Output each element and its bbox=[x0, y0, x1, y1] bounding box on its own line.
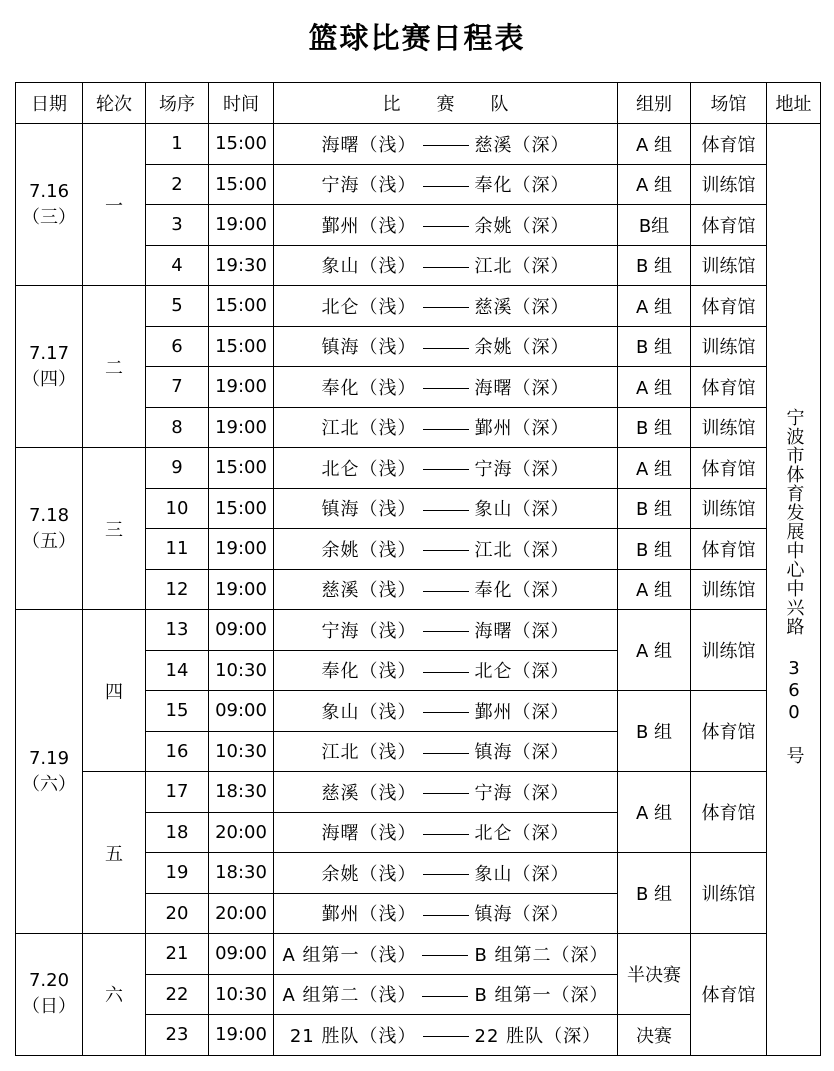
match-venue: 训练馆 bbox=[691, 245, 767, 286]
header-row bbox=[16, 83, 821, 124]
round-cell: 二 bbox=[83, 286, 146, 448]
venue-cell: 训练馆 bbox=[691, 610, 767, 691]
match-teams: 余姚（浅） 江北（深） bbox=[274, 529, 618, 570]
match-time: 15:00 bbox=[209, 164, 274, 205]
header-order: 场序 bbox=[146, 83, 209, 124]
header-match: 比 赛 队 bbox=[274, 83, 618, 124]
match-teams: 奉化（浅） 海曙（深） bbox=[274, 367, 618, 408]
match-venue: 训练馆 bbox=[691, 326, 767, 367]
group-cell: A 组 bbox=[618, 610, 691, 691]
match-order: 12 bbox=[146, 569, 209, 610]
match-order: 11 bbox=[146, 529, 209, 570]
date-cell: 7.17 （四） bbox=[16, 286, 83, 448]
match-venue: 体育馆 bbox=[691, 448, 767, 489]
match-order: 23 bbox=[146, 1015, 209, 1056]
table-row bbox=[16, 934, 821, 975]
match-group: B 组 bbox=[618, 407, 691, 448]
match-time: 10:30 bbox=[209, 974, 274, 1015]
match-time: 19:00 bbox=[209, 367, 274, 408]
match-order: 4 bbox=[146, 245, 209, 286]
match-order: 14 bbox=[146, 650, 209, 691]
match-order: 9 bbox=[146, 448, 209, 489]
match-time: 15:00 bbox=[209, 448, 274, 489]
match-teams: 镇海（浅） 象山（深） bbox=[274, 488, 618, 529]
match-time: 19:00 bbox=[209, 1015, 274, 1056]
match-teams: 奉化（浅） 北仑（深） bbox=[274, 650, 618, 691]
match-teams: 象山（浅） 江北（深） bbox=[274, 245, 618, 286]
match-teams: 镇海（浅） 余姚（深） bbox=[274, 326, 618, 367]
date-cell: 7.19 （六） bbox=[16, 610, 83, 934]
match-order: 7 bbox=[146, 367, 209, 408]
match-order: 20 bbox=[146, 893, 209, 934]
match-venue: 体育馆 bbox=[691, 124, 767, 165]
table-row bbox=[16, 448, 821, 489]
match-order: 13 bbox=[146, 610, 209, 651]
match-group: A 组 bbox=[618, 164, 691, 205]
match-time: 09:00 bbox=[209, 691, 274, 732]
match-teams: 宁海（浅） 奉化（深） bbox=[274, 164, 618, 205]
round-cell: 三 bbox=[83, 448, 146, 610]
address-cell: 宁波市体育发展中心中兴路 360 号 bbox=[767, 124, 821, 1056]
match-group: B组 bbox=[618, 205, 691, 246]
match-venue: 训练馆 bbox=[691, 488, 767, 529]
match-teams: 海曙（浅） 慈溪（深） bbox=[274, 124, 618, 165]
date-cell: 7.20 （日） bbox=[16, 934, 83, 1056]
match-time: 19:00 bbox=[209, 205, 274, 246]
venue-cell: 训练馆 bbox=[691, 853, 767, 934]
round-cell: 五 bbox=[83, 772, 146, 934]
match-venue: 训练馆 bbox=[691, 407, 767, 448]
stage-cell: 半决赛 bbox=[618, 934, 691, 1015]
match-group: B 组 bbox=[618, 488, 691, 529]
match-order: 21 bbox=[146, 934, 209, 975]
match-time: 19:30 bbox=[209, 245, 274, 286]
match-teams: 21 胜队（浅） 22 胜队（深） bbox=[274, 1015, 618, 1056]
match-order: 16 bbox=[146, 731, 209, 772]
match-teams: 北仑（浅） 宁海（深） bbox=[274, 448, 618, 489]
match-group: B 组 bbox=[618, 245, 691, 286]
match-order: 6 bbox=[146, 326, 209, 367]
group-cell: B 组 bbox=[618, 691, 691, 772]
match-teams: 鄞州（浅） 余姚（深） bbox=[274, 205, 618, 246]
match-order: 22 bbox=[146, 974, 209, 1015]
match-venue: 训练馆 bbox=[691, 569, 767, 610]
match-time: 15:00 bbox=[209, 488, 274, 529]
match-group: B 组 bbox=[618, 326, 691, 367]
match-time: 09:00 bbox=[209, 610, 274, 651]
table-row bbox=[16, 772, 821, 813]
match-group: A 组 bbox=[618, 286, 691, 327]
date-cell: 7.18 （五） bbox=[16, 448, 83, 610]
match-order: 18 bbox=[146, 812, 209, 853]
table-row bbox=[16, 610, 821, 651]
venue-cell: 体育馆 bbox=[691, 772, 767, 853]
match-teams: 鄞州（浅） 镇海（深） bbox=[274, 893, 618, 934]
match-time: 15:00 bbox=[209, 326, 274, 367]
header-date: 日期 bbox=[16, 83, 83, 124]
match-time: 15:00 bbox=[209, 124, 274, 165]
header-round: 轮次 bbox=[83, 83, 146, 124]
match-venue: 体育馆 bbox=[691, 367, 767, 408]
date-cell: 7.16 （三） bbox=[16, 124, 83, 286]
match-order: 8 bbox=[146, 407, 209, 448]
match-teams: 海曙（浅） 北仑（深） bbox=[274, 812, 618, 853]
match-time: 10:30 bbox=[209, 650, 274, 691]
header-time: 时间 bbox=[209, 83, 274, 124]
match-time: 10:30 bbox=[209, 731, 274, 772]
match-group: A 组 bbox=[618, 367, 691, 408]
group-cell: A 组 bbox=[618, 772, 691, 853]
round-cell: 四 bbox=[83, 610, 146, 772]
match-teams: 慈溪（浅） 奉化（深） bbox=[274, 569, 618, 610]
match-group: A 组 bbox=[618, 448, 691, 489]
group-cell: B 组 bbox=[618, 853, 691, 934]
round-cell: 一 bbox=[83, 124, 146, 286]
match-venue: 体育馆 bbox=[691, 286, 767, 327]
venue-cell: 体育馆 bbox=[691, 934, 767, 1056]
match-teams: 余姚（浅） 象山（深） bbox=[274, 853, 618, 894]
round-cell: 六 bbox=[83, 934, 146, 1056]
match-order: 5 bbox=[146, 286, 209, 327]
header-venue: 场馆 bbox=[691, 83, 767, 124]
venue-cell: 体育馆 bbox=[691, 691, 767, 772]
match-time: 15:00 bbox=[209, 286, 274, 327]
match-time: 20:00 bbox=[209, 812, 274, 853]
match-order: 10 bbox=[146, 488, 209, 529]
match-venue: 训练馆 bbox=[691, 164, 767, 205]
match-teams: A 组第二（浅） B 组第一（深） bbox=[274, 974, 618, 1015]
match-order: 15 bbox=[146, 691, 209, 732]
match-teams: 象山（浅） 鄞州（深） bbox=[274, 691, 618, 732]
match-group: A 组 bbox=[618, 124, 691, 165]
match-group: B 组 bbox=[618, 529, 691, 570]
match-time: 19:00 bbox=[209, 569, 274, 610]
match-order: 3 bbox=[146, 205, 209, 246]
match-order: 1 bbox=[146, 124, 209, 165]
match-time: 18:30 bbox=[209, 772, 274, 813]
table-row bbox=[16, 124, 821, 165]
match-teams: 宁海（浅） 海曙（深） bbox=[274, 610, 618, 651]
table-row bbox=[16, 286, 821, 327]
match-time: 09:00 bbox=[209, 934, 274, 975]
match-time: 19:00 bbox=[209, 407, 274, 448]
match-venue: 体育馆 bbox=[691, 205, 767, 246]
match-time: 20:00 bbox=[209, 893, 274, 934]
match-teams: 江北（浅） 镇海（深） bbox=[274, 731, 618, 772]
match-time: 18:30 bbox=[209, 853, 274, 894]
stage-cell: 决赛 bbox=[618, 1015, 691, 1056]
match-time: 19:00 bbox=[209, 529, 274, 570]
match-order: 19 bbox=[146, 853, 209, 894]
match-teams: 慈溪（浅） 宁海（深） bbox=[274, 772, 618, 813]
header-group: 组别 bbox=[618, 83, 691, 124]
schedule-table bbox=[15, 82, 821, 1056]
match-order: 17 bbox=[146, 772, 209, 813]
page-title: 篮球比赛日程表 bbox=[308, 21, 526, 55]
match-group: A 组 bbox=[618, 569, 691, 610]
match-order: 2 bbox=[146, 164, 209, 205]
match-venue: 体育馆 bbox=[691, 529, 767, 570]
match-teams: A 组第一（浅） B 组第二（深） bbox=[274, 934, 618, 975]
header-address: 地址 bbox=[767, 83, 821, 124]
match-teams: 江北（浅） 鄞州（深） bbox=[274, 407, 618, 448]
match-teams: 北仑（浅） 慈溪（深） bbox=[274, 286, 618, 327]
